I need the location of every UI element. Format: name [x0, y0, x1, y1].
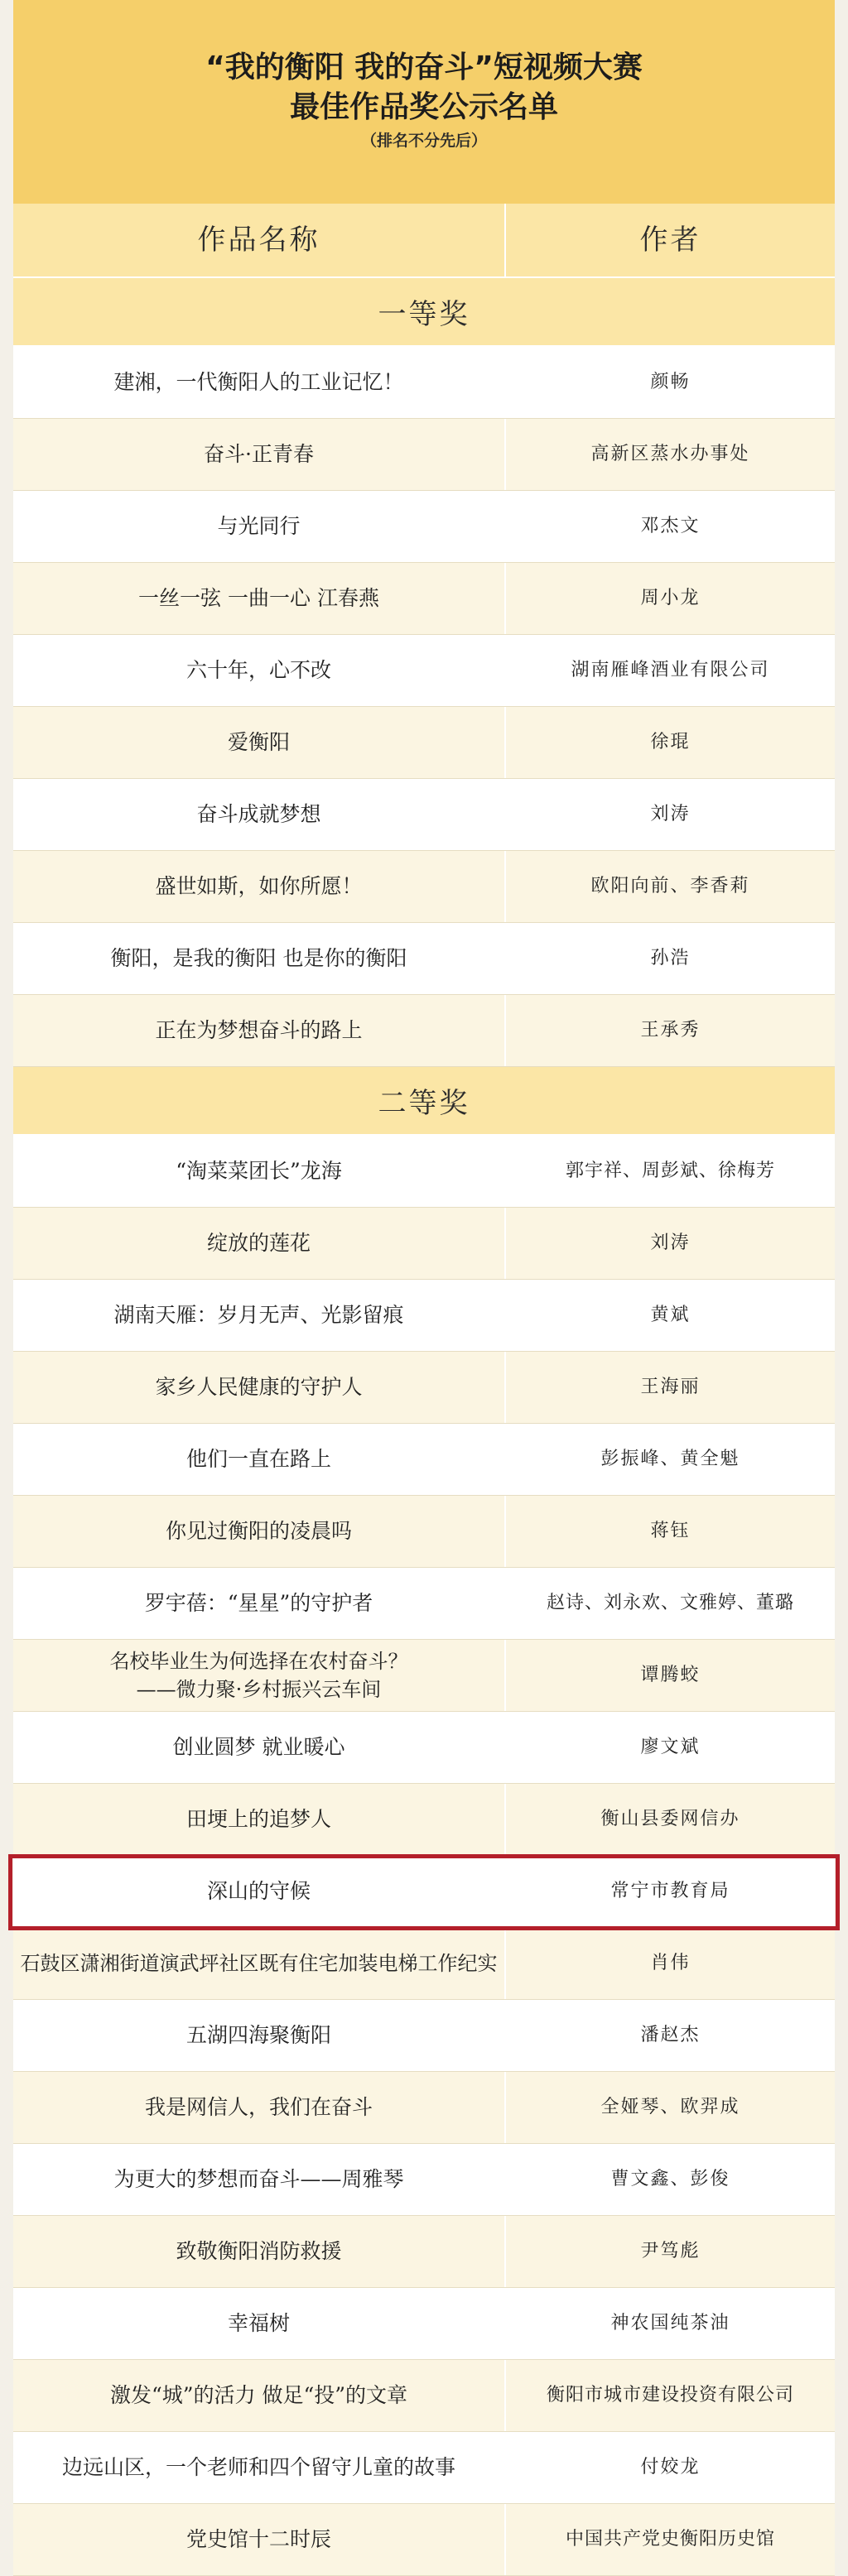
work-title-cell: 你见过衡阳的凌晨吗: [165, 1519, 352, 1543]
page-title: “我的衡阳 我的奋斗”短视频大赛: [205, 50, 643, 84]
work-title-cell: 田埂上的追梦人: [186, 1807, 331, 1831]
author-cell: 颜畅: [504, 347, 835, 418]
author-cell: 孙浩: [504, 923, 835, 994]
table-row: [13, 2288, 835, 2360]
author-cell: 高新区蒸水办事处: [504, 419, 835, 490]
work-title-cell: 奋斗成就梦想: [196, 802, 321, 826]
author-cell: 刘涛: [504, 1208, 835, 1279]
work-title-cell: 我是网信人，我们在奋斗: [144, 2095, 373, 2119]
work-title-cell: 激发“城”的活力 做足“投”的文章: [109, 2383, 408, 2407]
author-cell: 谭腾蛟: [504, 1640, 835, 1711]
section-second-prize: 二等奖: [13, 1067, 835, 1136]
author-cell: 全娅琴、欧羿成: [504, 2072, 835, 2143]
table-row: [13, 1352, 835, 1424]
work-title-cell: 五湖四海聚衡阳: [186, 2023, 331, 2047]
work-title-cell: 致敬衡阳消防救援: [176, 2239, 342, 2263]
author-cell: 常宁市教育局: [504, 1856, 835, 1927]
table-row: [13, 1712, 835, 1784]
author-cell: 郭宇祥、周彭斌、徐梅芳: [504, 1136, 835, 1207]
author-cell: 赵诗、刘永欢、文雅婷、董璐: [504, 1568, 835, 1639]
author-cell: 徐琨: [504, 707, 835, 778]
second-prize-rows: [13, 1136, 835, 2576]
work-title-cell: 边远山区，一个老师和四个留守儿童的故事: [61, 2455, 455, 2479]
title-block: [13, 0, 835, 204]
section-first-prize: 一等奖: [13, 278, 835, 347]
table-row: [13, 563, 835, 635]
table-row: [13, 2072, 835, 2144]
work-title-cell: 为更大的梦想而奋斗——周雅琴: [113, 2167, 404, 2191]
work-title-cell: 盛世如斯，如你所愿！: [155, 874, 363, 898]
author-cell: 曹文鑫、彭俊: [504, 2144, 835, 2215]
table-row: [13, 1568, 835, 1640]
author-cell: 衡阳市城市建设投资有限公司: [504, 2360, 835, 2431]
work-title-cell: 他们一直在路上: [186, 1447, 331, 1471]
table-row: [13, 1640, 835, 1712]
work-title-cell: 罗宇蓓：“星星”的守护者: [144, 1591, 373, 1615]
table-row: [13, 2432, 835, 2504]
work-title-cell: 衡阳，是我的衡阳 也是你的衡阳: [110, 946, 407, 970]
author-cell: 王承秀: [504, 995, 835, 1066]
author-cell: 尹笃彪: [504, 2216, 835, 2287]
work-title-cell: 绽放的莲花: [206, 1231, 311, 1255]
first-prize-rows: [13, 347, 835, 1067]
table-row: [13, 491, 835, 563]
author-cell: 彭振峰、黄全魁: [504, 1424, 835, 1495]
table-row: [13, 347, 835, 419]
table-row: [13, 1784, 835, 1856]
work-title-cell: 党史馆十二时辰: [186, 2527, 331, 2551]
table-row: [13, 2144, 835, 2216]
author-cell: 湖南雁峰酒业有限公司: [504, 635, 835, 706]
table-row: [13, 2216, 835, 2288]
author-cell: 蒋钰: [504, 1496, 835, 1567]
table-row: [13, 1280, 835, 1352]
work-title-cell: 湖南天雁：岁月无声、光影留痕: [113, 1303, 404, 1327]
author-cell: 周小龙: [504, 563, 835, 634]
author-cell: 黄斌: [504, 1280, 835, 1351]
work-title-cell: 名校毕业生为何选择在农村奋斗？ ——微力聚·乡村振兴云车间: [109, 1650, 408, 1701]
work-title-cell: 六十年，心不改: [186, 658, 331, 682]
work-title-cell: 与光同行: [217, 514, 301, 538]
table-row: [13, 707, 835, 779]
work-title-cell: 石鼓区潇湘街道演武坪社区既有住宅加装电梯工作纪实: [20, 1952, 498, 1975]
table-row: [13, 419, 835, 491]
author-cell: 邓杰文: [504, 491, 835, 562]
table-row: [13, 923, 835, 995]
author-cell: 中国共产党史衡阳历史馆: [504, 2504, 835, 2575]
table-row-highlighted: [13, 1856, 835, 1928]
column-header-author: 作者: [504, 204, 835, 276]
ranking-note: （排名不分先后）: [360, 132, 487, 150]
column-header-work: 作品名称: [197, 223, 320, 257]
work-title-cell: 爱衡阳: [227, 730, 290, 754]
work-title-cell: 正在为梦想奋斗的路上: [155, 1018, 363, 1042]
author-cell: 付姣龙: [504, 2432, 835, 2503]
table-row: [13, 1496, 835, 1568]
work-title-cell: 家乡人民健康的守护人: [155, 1375, 363, 1399]
author-cell: 神农国纯茶油: [504, 2288, 835, 2359]
author-cell: 王海丽: [504, 1352, 835, 1423]
work-title-cell: 创业圆梦 就业暖心: [172, 1735, 345, 1759]
table-row: [13, 851, 835, 923]
work-title-cell: “淘菜菜团长”龙海: [176, 1159, 342, 1183]
author-cell: 潘赵杰: [504, 2000, 835, 2071]
award-list-sheet: [13, 0, 835, 2570]
table-row: [13, 2360, 835, 2432]
table-header-row: [13, 204, 835, 278]
table-row: [13, 2000, 835, 2072]
table-row: [13, 995, 835, 1067]
table-row: [13, 1424, 835, 1496]
table-row: [13, 2504, 835, 2576]
table-row: [13, 1928, 835, 2000]
work-title-cell: 建湘，一代衡阳人的工业记忆！: [113, 370, 404, 394]
table-row: [13, 1136, 835, 1208]
author-cell: 衡山县委网信办: [504, 1784, 835, 1855]
author-cell: 欧阳向前、李香莉: [504, 851, 835, 922]
award-table: [13, 204, 835, 2576]
page-subtitle: 最佳作品奖公示名单: [289, 90, 558, 124]
author-cell: 刘涛: [504, 779, 835, 850]
author-cell: 肖伟: [504, 1928, 835, 1999]
table-row: [13, 1208, 835, 1280]
table-row: [13, 635, 835, 707]
work-title-cell: 一丝一弦 一曲一心 江春燕: [138, 586, 379, 610]
table-row: [13, 779, 835, 851]
author-cell: 廖文斌: [504, 1712, 835, 1783]
work-title-cell: 深山的守候: [206, 1879, 311, 1903]
work-title-cell: 奋斗·正青春: [204, 442, 314, 466]
work-title-cell: 幸福树: [227, 2311, 290, 2335]
